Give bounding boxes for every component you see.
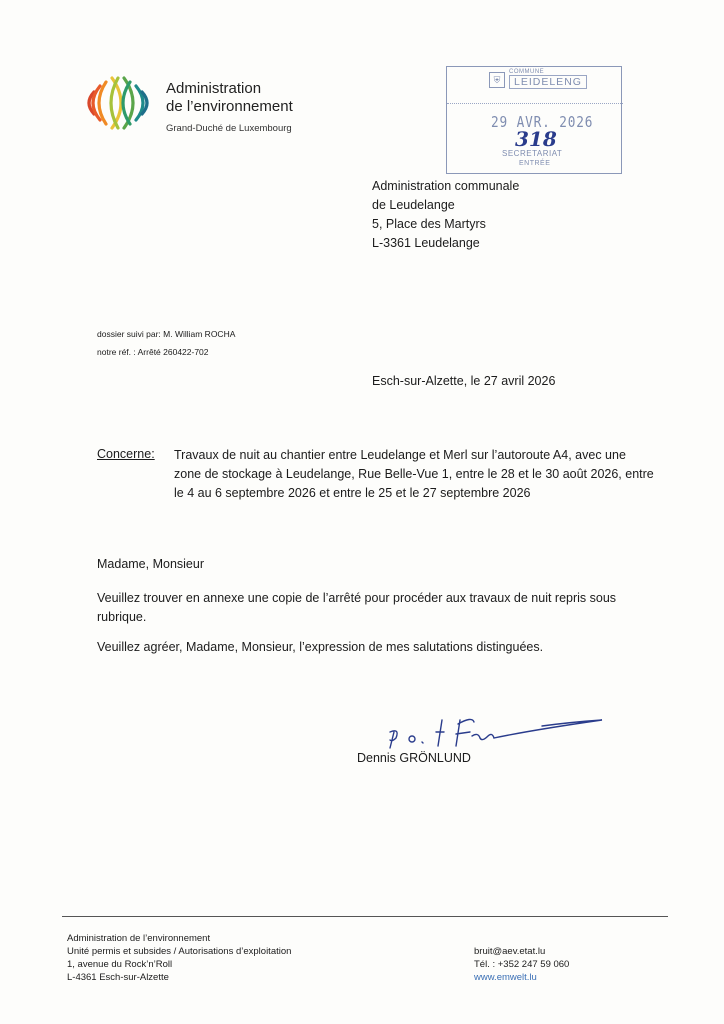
closing-paragraph: Veuillez agréer, Madame, Monsieur, l’expression de mes salutations distinguées. (97, 640, 544, 654)
footer-divider (62, 916, 668, 917)
stamp-office-line1: SECRETARIAT (502, 149, 563, 158)
stamp-commune-name: LEIDELENG (509, 75, 587, 89)
recipient-line: Administration communale (372, 179, 520, 193)
place-and-date: Esch-sur-Alzette, le 27 avril 2026 (372, 374, 556, 388)
stamp-date: 29 AVR. 2026 (491, 113, 594, 131)
handwritten-signature (372, 706, 612, 752)
footer-line: 1, avenue du Rock’n’Roll (67, 959, 173, 970)
sender-organization (166, 80, 293, 134)
our-reference: notre réf. : Arrêté 260422-702 (97, 347, 209, 357)
footer-website-link[interactable]: www.emwelt.lu (474, 972, 537, 983)
footer-phone: Tél. : +352 247 59 060 (474, 959, 570, 970)
organization-name-line2: de l’environnement (166, 98, 293, 115)
reception-stamp (446, 66, 622, 174)
footer-line: L-4361 Esch-sur-Alzette (67, 972, 169, 983)
commune-emblem-icon: ⛨ (489, 72, 505, 88)
footer-email[interactable]: bruit@aev.etat.lu (474, 946, 546, 957)
signatory-name: Dennis GRÖNLUND (357, 751, 471, 765)
body-paragraph: Veuillez trouver en annexe une copie de l’arrêté pour procéder aux travaux de nuit repris sous rubrique. (97, 591, 617, 624)
stamp-handwritten-number: 318 (515, 127, 557, 151)
footer-contact (474, 945, 569, 984)
subject-text: Travaux de nuit au chantier entre Leudelange et Merl sur l’autoroute A4, avec une zone de stockage à Leudelange, Rue Belle-Vue 1, entre le 28 et le 30 août 2026, entre le 4 au 6 septembre 2026 et entre le 25 et le 27 septembre 2026 (174, 448, 654, 500)
recipient-line: L-3361 Leudelange (372, 236, 480, 250)
recipient-address (372, 177, 519, 253)
organization-name: Administration (166, 80, 262, 97)
footer-line: Administration de l’environnement (67, 933, 211, 944)
stamp-divider (447, 103, 623, 104)
recipient-line: 5, Place des Martyrs (372, 217, 486, 231)
stamp-office-line2: ENTRÉE (519, 160, 551, 167)
salutation: Madame, Monsieur (97, 557, 204, 571)
organization-subtitle: Grand-Duché de Luxembourg (166, 123, 292, 134)
references (97, 325, 235, 361)
handled-by: dossier suivi par: M. William ROCHA (97, 329, 236, 339)
environment-administration-logo (80, 70, 158, 136)
subject-label: Concerne: (97, 447, 155, 461)
stamp-commune-label: COMMUNE (509, 69, 545, 75)
footer-address (67, 932, 291, 984)
recipient-line: de Leudelange (372, 198, 455, 212)
footer-line: Unité permis et subsides / Autorisations d’exploitation (67, 946, 292, 957)
